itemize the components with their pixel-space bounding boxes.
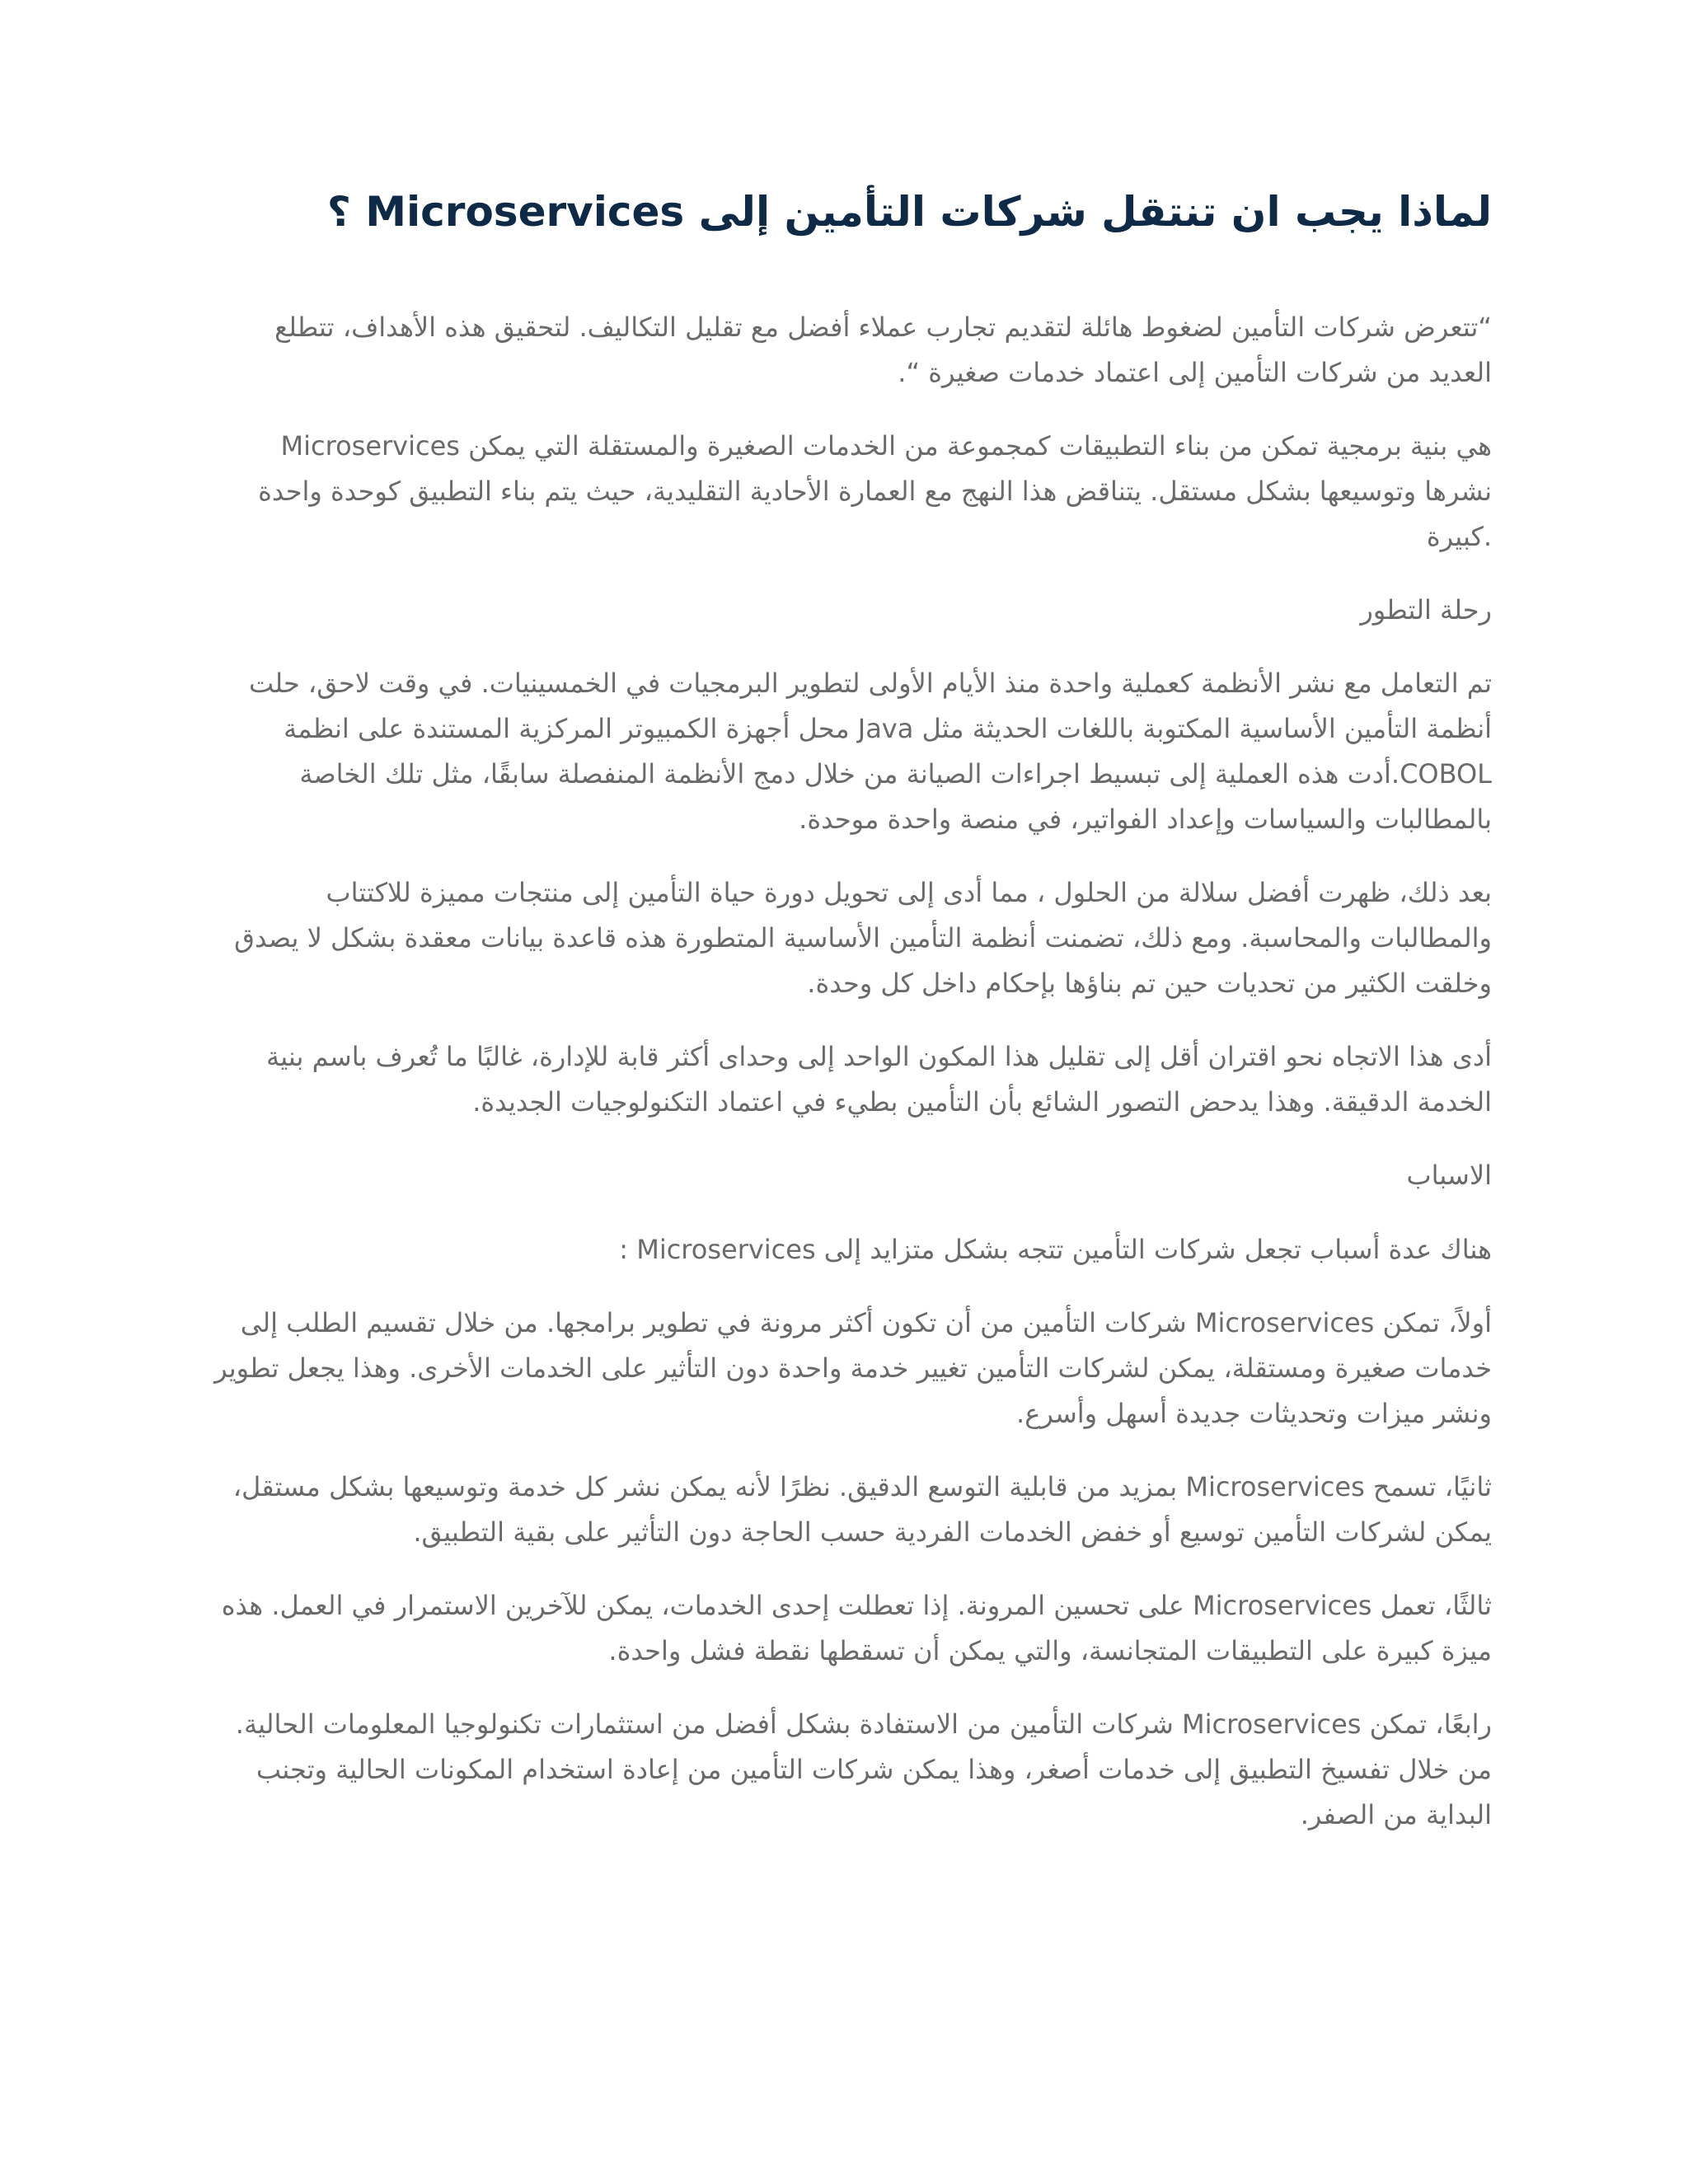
section-heading-reasons: الاسباب — [1406, 1160, 1492, 1192]
reason-second-paragraph: ثانيًا، تسمح Microservices بمزيد من قابلية التوسع الدقيق. نظرًا لأنه يمكن نشر كل خدمة وتوسيعها بشكل مستقل، يمكن لشركات التأمين توسيع أو خفض الخدمات الفردية حسب الحاجة دون التأثير على بقية التطبيق. — [232, 1470, 1492, 1548]
reason-fourth-paragraph: رابعًا، تمكن Microservices شركات التأمين من الاستفادة بشكل أفضل من استثمارات تكنولوجيا المعلومات الحالية. من خلال تفسيخ التطبيق إلى خدمات أصغر، وهذا يمكن شركات التأمين من إعادة استخدام المكونات الحالية وتجنب البداية من الصفر. — [235, 1708, 1492, 1830]
intro-quote-paragraph: “تتعرض شركات التأمين لضغوط هائلة لتقديم تجارب عملاء أفضل مع تقليل التكاليف. لتحقيق هذه الأهداف، تتطلع العديد من شركات التأمين إلى اعتماد خدمات صغيرة “. — [274, 312, 1492, 389]
evolution-paragraph-1: تم التعامل مع نشر الأنظمة كعملية واحدة منذ الأيام الأولى لتطوير البرمجيات في الخمسينيات. في وقت لاحق، حلت أنظمة التأمين الأساسية المكتوبة باللغات الحديثة مثل Java محل أجهزة الكمبيوتر المركزية المستندة على انظمة COBOL.أدت هذه العملية إلى تبسيط اجراءات الصيانة من خلال دمج الأنظمة المنفصلة سابقًا، مثل تلك الخاصة بالمطالبات والسياسات وإعداد الفواتير، في منصة واحدة موحدة. — [248, 668, 1492, 836]
microservices-definition-paragraph: Microservices هي بنية برمجية تمكن من بناء التطبيقات كمجموعة من الخدمات الصغيرة والمستقلة التي يمكن نشرها وتوسيعها بشكل مستقل. يتناقض هذا النهج مع العمارة الأحادية التقليدية، حيث يتم بناء التطبيق كوحدة واحدة كبيرة. — [258, 430, 1492, 553]
reason-first-paragraph: أولاً، تمكن Microservices شركات التأمين من أن تكون أكثر مرونة في تطوير برامجها. من خلال تقسيم الطلب إلى خدمات صغيرة ومستقلة، يمكن لشركات التأمين تغيير خدمة واحدة دون التأثير على الخدمات الأخرى. وهذا يجعل تطوير ونشر ميزات وتحديثات جديدة أسهل وأسرع. — [214, 1306, 1492, 1429]
reason-third-paragraph: ثالثًا، تعمل Microservices على تحسين المرونة. إذا تعطلت إحدى الخدمات، يمكن للآخرين الاستمرار في العمل. هذه ميزة كبيرة على التطبيقات المتجانسة، والتي يمكن أن تسقطها نقطة فشل واحدة. — [221, 1589, 1492, 1666]
evolution-paragraph-2: بعد ذلك، ظهرت أفضل سلالة من الحلول ، مما أدى إلى تحويل دورة حياة التأمين إلى منتجات مميزة للاكتتاب والمطالبات والمحاسبة. ومع ذلك، تضمنت أنظمة التأمين الأساسية المتطورة هذه قاعدة بيانات معقدة بشكل لا يصدق وخلقت الكثير من تحديات حين تم بناؤها بإحكام داخل كل وحدة. — [234, 877, 1492, 1000]
document-page — [206, 185, 1492, 1866]
reasons-intro-paragraph: هناك عدة أسباب تجعل شركات التأمين تتجه بشكل متزايد إلى Microservices : — [619, 1233, 1492, 1265]
page-title: لماذا يجب ان تنتقل شركات التأمين إلى Microservices ؟ — [326, 188, 1492, 236]
evolution-paragraph-3: أدى هذا الاتجاه نحو اقتران أقل إلى تقليل هذا المكون الواحد إلى وحداى أكثر قابة للإدارة، غالبًا ما تُعرف باسم بنية الخدمة الدقيقة. وهذا يدحض التصور الشائع بأن التأمين بطيء في اعتماد التكنولوجيات الجديدة. — [266, 1041, 1492, 1118]
section-heading-evolution: رحلة التطور — [1360, 594, 1492, 626]
